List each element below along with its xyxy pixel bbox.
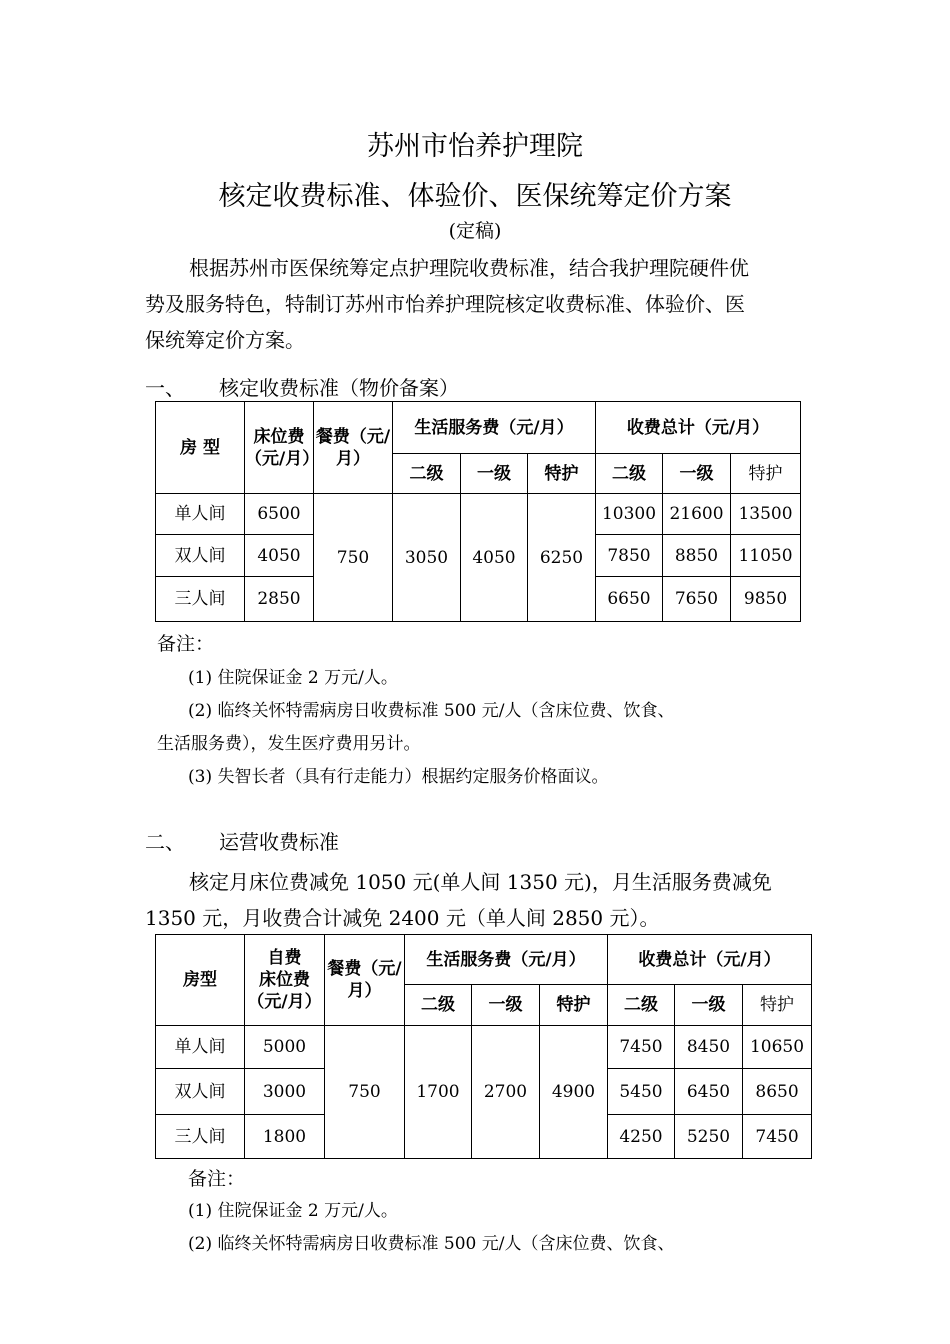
total-level1-cell: 5250 (675, 1115, 743, 1159)
header-bed-line-3: （元/月） (247, 992, 322, 1012)
total-level2-cell: 4250 (608, 1115, 675, 1159)
intro-line-3: 保统筹定价方案。 (145, 328, 305, 352)
header-total-level2: 二级 (596, 454, 663, 494)
total-level2-cell: 7450 (608, 1026, 675, 1069)
page-subtitle: 核定收费标准、体验价、医保统筹定价方案 (218, 181, 732, 212)
header-meal-fee: 餐费（元/月） (325, 935, 405, 1026)
header-service-special: 特护 (540, 985, 608, 1026)
bed-fee-cell: 4050 (245, 535, 314, 577)
section1-title: 核定收费标准（物价备案） (219, 376, 459, 400)
total-level1-cell: 7650 (663, 577, 731, 622)
header-bed-line-1: 自费 (267, 948, 302, 968)
section2-para-line-2: 1350 元，月收费合计减免 2400 元（单人间 2850 元）。 (145, 906, 660, 930)
header-total-fee: 收费总计（元/月） (596, 402, 801, 454)
room-type-cell: 单人间 (156, 494, 245, 535)
service-level1-cell: 4050 (461, 494, 528, 622)
section2-para-line-1: 核定月床位费减免 1050 元(单人间 1350 元)，月生活服务费减免 (189, 870, 772, 894)
section1-remark-label: 备注： (157, 633, 215, 655)
service-level1-cell: 2700 (472, 1026, 540, 1159)
table-row (156, 494, 801, 535)
room-type-cell: 三人间 (156, 577, 245, 622)
service-special-cell: 4900 (540, 1026, 608, 1159)
bed-fee-cell: 6500 (245, 494, 314, 535)
total-level2-cell: 6650 (596, 577, 663, 622)
meal-fee-cell: 750 (325, 1026, 405, 1159)
intro-paragraph (145, 250, 815, 358)
total-special-cell: 11050 (731, 535, 801, 577)
section2-note-1: (1) 住院保证金 2 万元/人。 (188, 1201, 398, 1221)
total-special-cell: 8650 (743, 1069, 812, 1115)
intro-line-1: 根据苏州市医保统筹定点护理院收费标准，结合我护理院硬件优 (189, 256, 749, 280)
header-service-special: 特护 (528, 454, 596, 494)
total-level1-cell: 8450 (675, 1026, 743, 1069)
meal-fee-cell: 750 (314, 494, 393, 622)
total-level1-cell: 6450 (675, 1069, 743, 1115)
header-total-level2: 二级 (608, 985, 675, 1026)
section1-heading (145, 372, 459, 401)
header-bed-line-2: 床位费 (259, 970, 310, 990)
section2-number: 二、 (145, 830, 185, 854)
header-total-special: 特护 (743, 985, 812, 1026)
intro-line-2: 势及服务特色，特制订苏州市怡养护理院核定收费标准、体验价、医 (145, 292, 745, 316)
section2-title: 运营收费标准 (219, 830, 339, 854)
total-level2-cell: 10300 (596, 494, 663, 535)
header-meal-fee: 餐费（元/月） (314, 402, 393, 494)
header-room-type: 房 型 (156, 402, 245, 494)
header-room-type: 房型 (156, 935, 245, 1026)
header-self-paid-bed-fee (245, 935, 325, 1026)
section1-note-2a: (2) 临终关怀特需病房日收费标准 500 元/人（含床位费、饮食、 (188, 701, 675, 721)
header-total-fee: 收费总计（元/月） (608, 935, 812, 985)
total-special-cell: 10650 (743, 1026, 812, 1069)
section2-paragraph (145, 864, 815, 936)
bed-fee-cell: 2850 (245, 577, 314, 622)
header-service-level2: 二级 (393, 454, 461, 494)
section2-remark-label: 备注： (188, 1168, 246, 1190)
section1-note-2b: 生活服务费），发生医疗费用另计。 (157, 734, 421, 754)
total-level1-cell: 21600 (663, 494, 731, 535)
room-type-cell: 双人间 (156, 1069, 245, 1115)
bed-fee-cell: 1800 (245, 1115, 325, 1159)
total-special-cell: 13500 (731, 494, 801, 535)
header-bed-fee: 床位费（元/月） (245, 402, 314, 494)
service-level2-cell: 3050 (393, 494, 461, 622)
section1-note-1: (1) 住院保证金 2 万元/人。 (188, 668, 398, 688)
service-level2-cell: 1700 (405, 1026, 472, 1159)
fee-table-approved (155, 401, 801, 622)
service-special-cell: 6250 (528, 494, 596, 622)
header-service-fee: 生活服务费（元/月） (405, 935, 608, 985)
bed-fee-cell: 5000 (245, 1026, 325, 1069)
section1-number: 一、 (145, 376, 185, 400)
section2-heading (145, 826, 339, 855)
section1-note-3: (3) 失智长者（具有行走能力）根据约定服务价格面议。 (188, 767, 609, 787)
header-total-special: 特护 (731, 454, 801, 494)
fee-table-operating (155, 934, 812, 1159)
total-special-cell: 9850 (731, 577, 801, 622)
room-type-cell: 双人间 (156, 535, 245, 577)
total-level2-cell: 5450 (608, 1069, 675, 1115)
draft-status: (定稿) (448, 220, 502, 242)
header-total-level1: 一级 (675, 985, 743, 1026)
header-service-level1: 一级 (472, 985, 540, 1026)
header-service-level1: 一级 (461, 454, 528, 494)
section2-note-2a: (2) 临终关怀特需病房日收费标准 500 元/人（含床位费、饮食、 (188, 1234, 675, 1254)
header-service-fee: 生活服务费（元/月） (393, 402, 596, 454)
total-special-cell: 7450 (743, 1115, 812, 1159)
room-type-cell: 三人间 (156, 1115, 245, 1159)
total-level2-cell: 7850 (596, 535, 663, 577)
bed-fee-cell: 3000 (245, 1069, 325, 1115)
room-type-cell: 单人间 (156, 1026, 245, 1069)
header-service-level2: 二级 (405, 985, 472, 1026)
page-title: 苏州市怡养护理院 (367, 131, 583, 162)
header-total-level1: 一级 (663, 454, 731, 494)
total-level1-cell: 8850 (663, 535, 731, 577)
table-row (156, 1026, 812, 1069)
